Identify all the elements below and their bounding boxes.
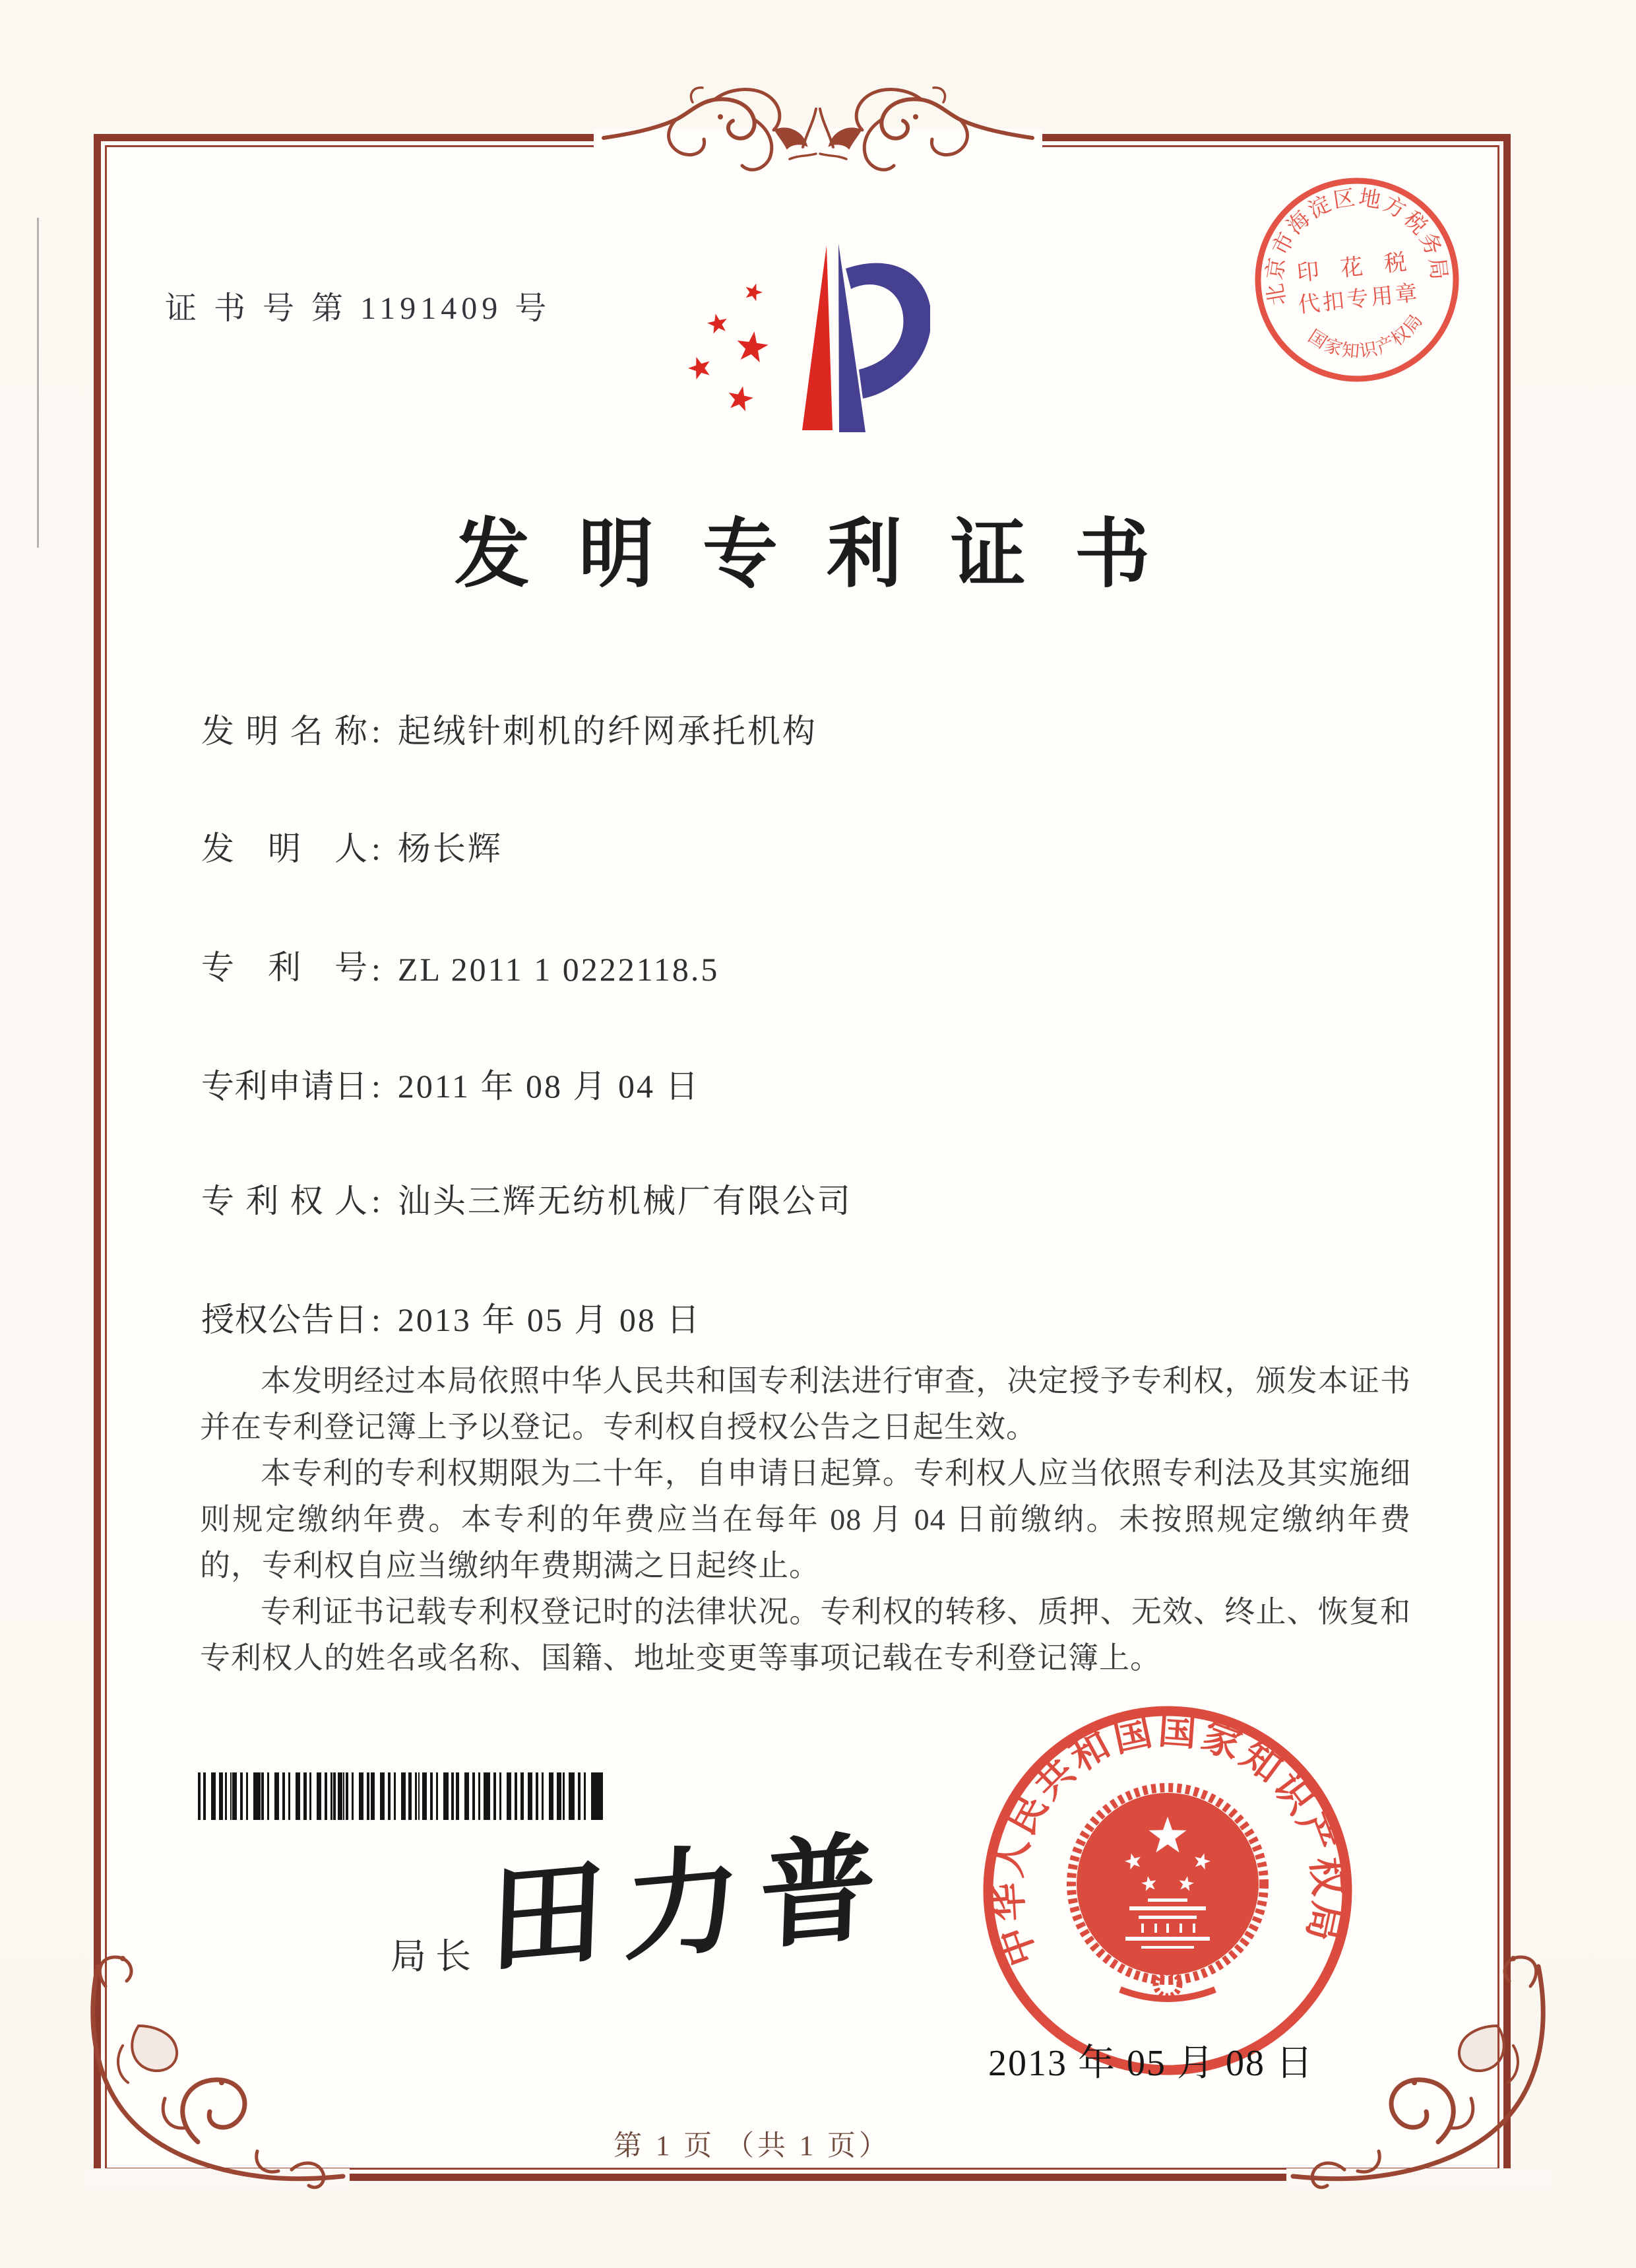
field-value: 2011 年 08 月 04 日 — [397, 1068, 701, 1105]
field-label: 专利号 — [201, 949, 367, 986]
certificate-number: 证 书 号 第 1191409 号 — [165, 291, 551, 326]
tax-stamp-center-line1: 印 花 税 — [1296, 249, 1416, 286]
signer-title: 局长 — [391, 1937, 480, 1976]
field-grant-date: 授权公告日 : 2013 年 05 月 08 日 — [201, 1293, 701, 1341]
tax-stamp-top-text: 北京市海淀区地方税务局 — [1263, 185, 1451, 308]
field-label: 发明人 — [201, 830, 367, 867]
field-value: 杨长辉 — [397, 830, 503, 867]
page-footer: 第 1 页 （共 1 页） — [614, 2131, 891, 2162]
field-patent-number: 专利号 : ZL 2011 1 0222118.5 — [201, 941, 719, 988]
body-paragraph-3: 专利证书记载专利权登记时的法律状况。专利权的转移、质押、无效、终止、恢复和专利权人的姓名或名称、国籍、地址变更等事项记载在专利登记簿上。 — [200, 1595, 1411, 1675]
top-ornament — [557, 82, 1079, 188]
legal-body-text — [200, 1358, 1411, 1681]
svg-text:国家知识产权局 — [1302, 308, 1430, 367]
director-signature: 田力普 — [486, 1822, 898, 1988]
field-value: 起绒针刺机的纤网承托机构 — [397, 713, 817, 750]
field-label: 专利申请日 — [201, 1068, 367, 1105]
field-label: 发明名称 — [201, 713, 367, 750]
field-label: 专利权人 — [201, 1183, 367, 1219]
cnipa-official-seal — [970, 1693, 1366, 2089]
field-filing-date: 专利申请日 : 2011 年 08 月 04 日 — [201, 1060, 701, 1107]
cnipa-logo-icon — [686, 239, 930, 437]
barcode — [198, 1772, 603, 1820]
corner-flourish-left — [59, 1947, 389, 2244]
seal-ring-text: 中华人民共和国国家知识产权局 — [986, 1708, 1350, 1972]
certificate-title: 发明专利证书 — [454, 513, 1199, 597]
tax-stamp-bottom-text: 国家知识产权局 — [1304, 309, 1428, 362]
field-label: 授权公告日 — [201, 1301, 367, 1338]
seal-date: 2013 年 05 月 08 日 — [988, 2043, 1314, 2084]
scan-artifact-line — [37, 218, 39, 548]
tax-stamp-seal — [1251, 174, 1463, 385]
tax-stamp-center-line2: 代扣专用章 — [1297, 281, 1422, 318]
body-paragraph-1: 本发明经过本局依照中华人民共和国专利法进行审查，决定授予专利权，颁发本证书并在专利登记簿上予以登记。专利权自授权公告之日起生效。 — [200, 1364, 1411, 1444]
field-inventor: 发明人 : 杨长辉 — [201, 822, 503, 870]
field-patentee: 专利权人 : 汕头三辉无纺机械厂有限公司 — [201, 1175, 852, 1222]
field-invention-name: 发明名称 : 起绒针刺机的纤网承托机构 — [201, 705, 817, 752]
field-value: 汕头三辉无纺机械厂有限公司 — [397, 1183, 852, 1219]
body-paragraph-2: 本专利的专利权期限为二十年，自申请日起算。专利权人应当依照专利法及其实施细则规定缴纳年费。本专利的年费应当在每年 08 月 04 日前缴纳。未按照规定缴纳年费的，专利权自应当缴纳年费期满之日起终止。 — [200, 1456, 1411, 1582]
field-value: ZL 2011 1 0222118.5 — [397, 951, 720, 988]
field-value: 2013 年 05 月 08 日 — [397, 1301, 702, 1338]
